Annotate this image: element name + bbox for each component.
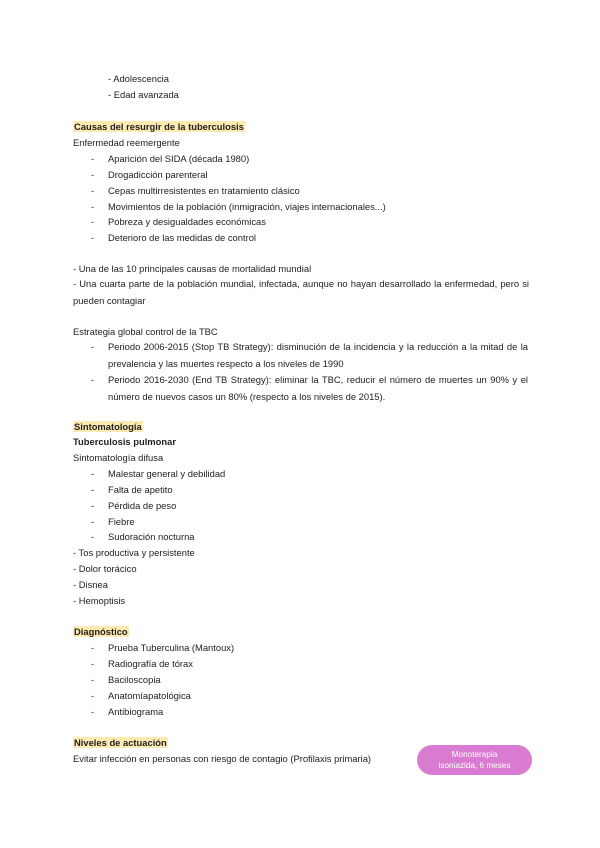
list-item: - Hemoptisis xyxy=(73,595,126,606)
bullet-dash: - xyxy=(91,216,95,227)
list-item: - Dolor torácico xyxy=(73,563,137,574)
list-item: Aparición del SIDA (década 1980) xyxy=(108,153,250,164)
fact-line: - Una de las 10 principales causas de mortalidad mundial xyxy=(73,263,312,274)
bullet-dash: - xyxy=(91,531,95,542)
list-item: Falta de apetito xyxy=(108,484,173,495)
heading-text: Niveles de actuación xyxy=(74,737,167,748)
list-item: - Disnea xyxy=(73,579,108,590)
note-pill xyxy=(417,745,532,775)
list-item: Cepas multirresistentes en tratamiento clásico xyxy=(108,185,300,196)
list-item: - Adolescencia xyxy=(108,73,169,84)
bullet-dash: - xyxy=(91,642,95,653)
section-heading-causas xyxy=(73,121,245,133)
list-item: - Edad avanzada xyxy=(108,89,179,100)
niveles-text: Evitar infección en personas con riesgo de contagio (Profilaxis primaria) xyxy=(73,753,372,764)
bullet-dash: - xyxy=(91,232,95,243)
bullet-dash: - xyxy=(91,341,95,352)
list-item: Radiografía de tórax xyxy=(108,658,193,669)
list-item: Periodo 2016-2030 (End TB Strategy): eliminar la TBC, reducir el número de muertes un 90% y el número de nuevos casos un 80% (respecto a los niveles de 2015). xyxy=(108,374,528,402)
note-line: isoniazida, 6 meses xyxy=(438,761,511,770)
bullet-dash: - xyxy=(91,674,95,685)
bullet-dash: - xyxy=(91,169,95,180)
heading-text: Diagnóstico xyxy=(74,626,128,637)
bullet-dash: - xyxy=(91,468,95,479)
list-item: Drogadicción parenteral xyxy=(108,169,208,180)
bullet-dash: - xyxy=(91,185,95,196)
list-item: Anatomíapatológica xyxy=(108,690,191,701)
bullet-dash: - xyxy=(91,374,95,385)
list-item: Periodo 2006-2015 (Stop TB Strategy): disminución de la incidencia y la reducción a la mitad de la prevalencia y las muertes respecto a los niveles de 1990 xyxy=(108,341,528,369)
list-item: Baciloscopia xyxy=(108,674,161,685)
sintomatologia-intro: Sintomatología difusa xyxy=(73,452,164,463)
list-item: Pobreza y desigualdades económicas xyxy=(108,216,266,227)
heading-text: Sintomatología xyxy=(74,421,142,432)
list-item: Fiebre xyxy=(108,516,135,527)
fact-paragraph: - Una cuarta parte de la población mundial, infectada, aunque no hayan desarrollado la enfermedad, pero si pueden contagiar xyxy=(73,278,529,306)
section-heading-niveles xyxy=(73,737,168,749)
note-line: Monoterapia xyxy=(451,750,498,759)
bullet-dash: - xyxy=(91,484,95,495)
list-item: - Tos productiva y persistente xyxy=(73,547,195,558)
bullet-dash: - xyxy=(91,706,95,717)
bullet-dash: - xyxy=(91,690,95,701)
estrategia-title: Estrategia global control de la TBC xyxy=(73,326,218,337)
subheading: Tuberculosis pulmonar xyxy=(73,436,176,447)
section-heading-diagnostico xyxy=(73,626,129,638)
bullet-dash: - xyxy=(91,658,95,669)
list-item: Pérdida de peso xyxy=(108,500,177,511)
bullet-dash: - xyxy=(91,201,95,212)
bullet-dash: - xyxy=(91,516,95,527)
heading-text: Causas del resurgir de la tuberculosis xyxy=(74,121,244,132)
bullet-dash: - xyxy=(91,153,95,164)
bullet-dash: - xyxy=(91,500,95,511)
list-item: Malestar general y debilidad xyxy=(108,468,226,479)
list-item: Sudoración nocturna xyxy=(108,531,195,542)
list-item: Antibiograma xyxy=(108,706,164,717)
list-item: Prueba Tuberculina (Mantoux) xyxy=(108,642,235,653)
section-heading-sintomatologia xyxy=(73,421,143,433)
causas-intro: Enfermedad reemergente xyxy=(73,137,180,148)
list-item: Deterioro de las medidas de control xyxy=(108,232,256,243)
list-item: Movimientos de la población (inmigración, viajes internacionales...) xyxy=(108,201,386,212)
